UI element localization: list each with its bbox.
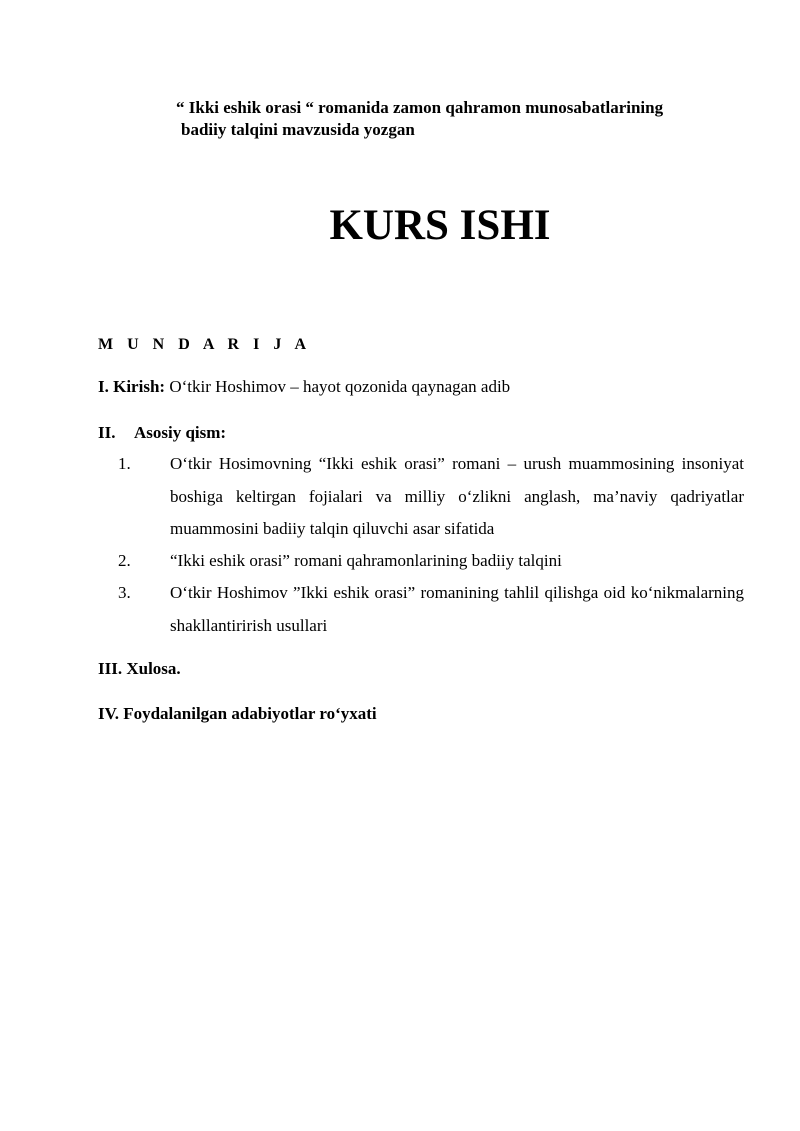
toc-item-main-part [98, 422, 226, 444]
page-title: KURS ISHI [329, 202, 551, 249]
toc-subitem-3 [118, 577, 744, 645]
toc-item-intro [98, 376, 510, 398]
toc-intro-label: I. Kirish: [98, 377, 166, 396]
toc-item-conclusion: III. Xulosa. [98, 659, 181, 678]
topic-subtitle [176, 97, 756, 141]
subtitle-line-1: “ Ikki eshik orasi “ romanida zamon qahramon munosabatlarining [176, 98, 664, 117]
toc-heading: M U N D A R I J A [98, 336, 312, 353]
toc-subitem-text: O‘tkir Hoshimov ”Ikki eshik orasi” romanining tahlil qilishga oid ko‘nikmalarning shakllantirirish usullari [170, 583, 744, 635]
toc-subitem-2 [118, 545, 744, 579]
subtitle-line-2: badiiy talqini mavzusida yozgan [181, 120, 415, 139]
toc-subitem-number: 2. [118, 551, 131, 570]
toc-intro-text: O‘tkir Hoshimov – hayot qozonida qaynagan adib [165, 377, 511, 396]
toc-subitem-text: O‘tkir Hosimovning “Ikki eshik orasi” romani – urush muammosining insoniyat boshiga keltirgan fojialari va milliy o‘zlikni anglash, ma’naviy qadriyatlar muammosini badiiy talqin qiluvchi asar sifatida [170, 454, 744, 538]
toc-subitem-text: “Ikki eshik orasi” romani qahramonlarining badiiy talqini [170, 551, 562, 570]
toc-main-number: II. [98, 423, 116, 442]
toc-subitem-number: 1. [118, 454, 131, 473]
toc-subitem-number: 3. [118, 583, 131, 602]
toc-item-references: IV. Foydalanilgan adabiyotlar ro‘yxati [98, 704, 377, 723]
toc-subitem-1 [118, 448, 744, 548]
toc-main-label: Asosiy qism: [134, 423, 227, 442]
